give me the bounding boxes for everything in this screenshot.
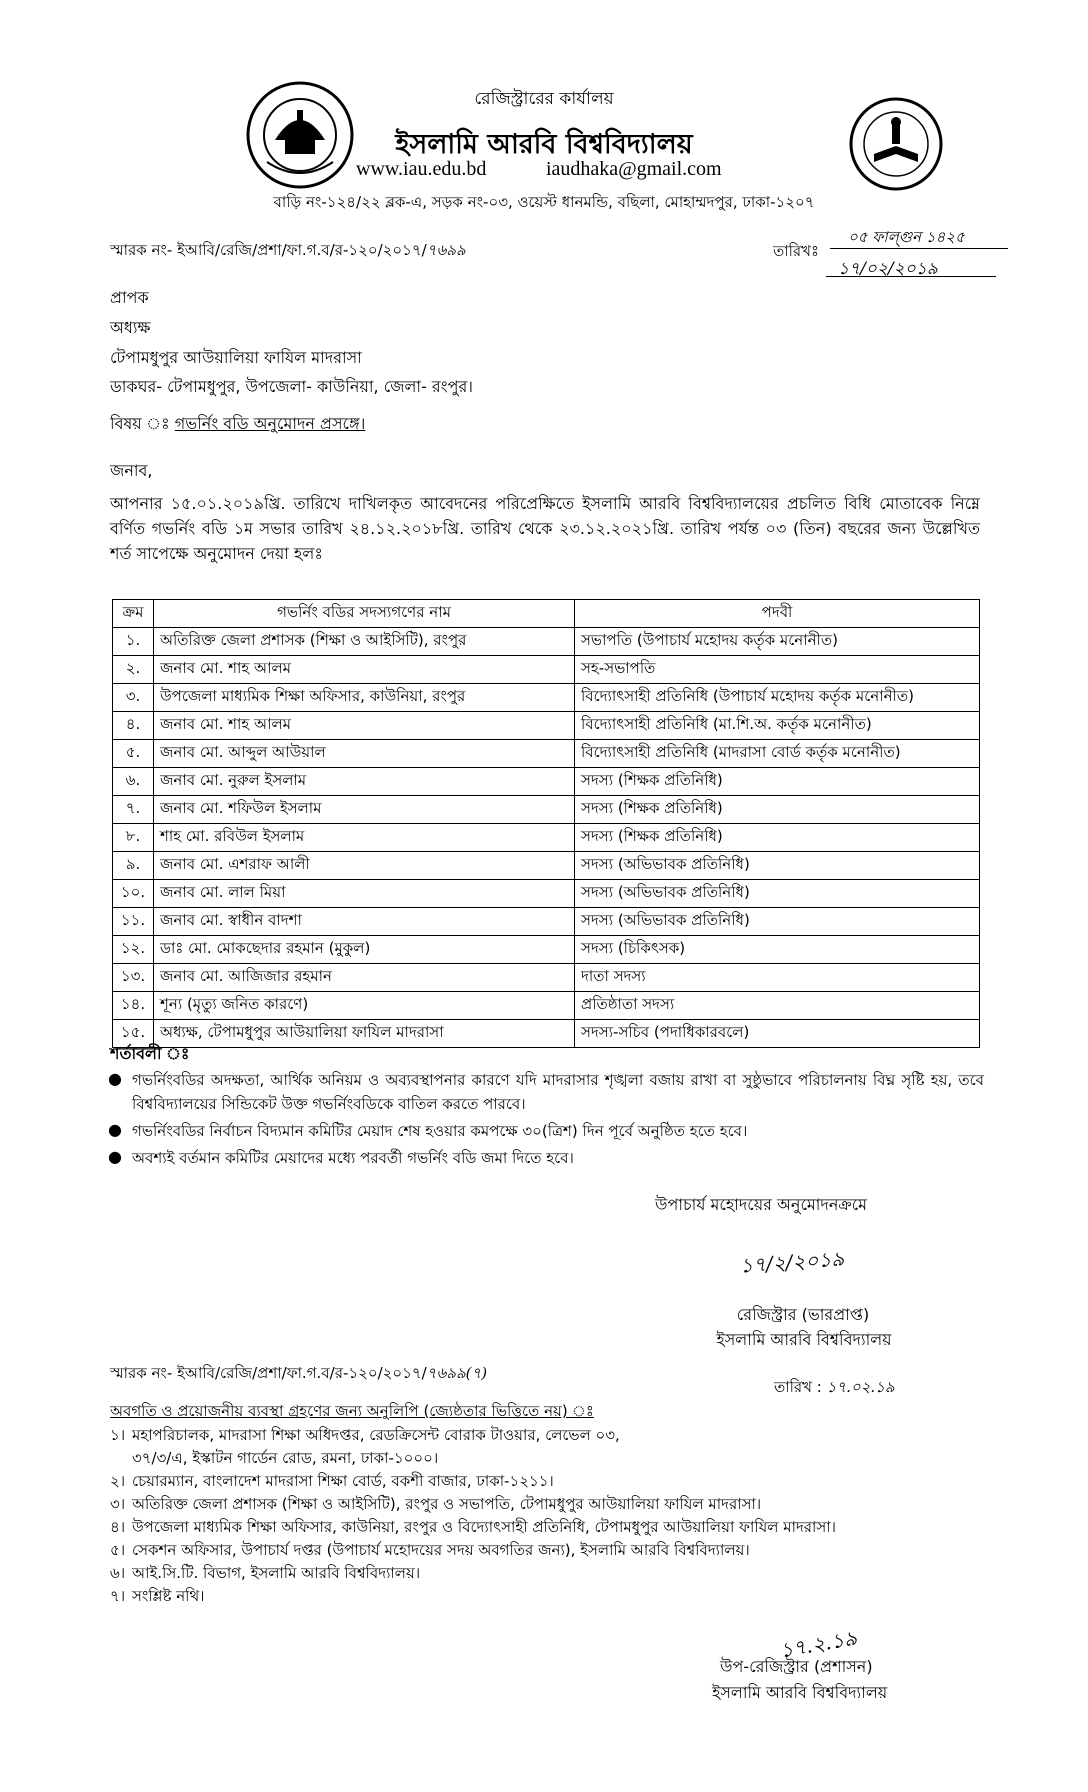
condition-text: গভর্নিংবডির নির্বাচন বিদ্যমান কমিটির মেয়াদ শেষ হওয়ার কমপক্ষে ৩০(ত্রিশ) দিন পূর্বে অনুষ্ঠিত হতে হবে।	[132, 1122, 748, 1140]
deputy-registrar-university: ইসলামি আরবি বিশ্ববিদ্যালয়	[712, 1683, 888, 1702]
list-number: ৪।	[110, 1518, 126, 1536]
list-text: উপজেলা মাধ্যমিক শিক্ষা অফিসার, কাউনিয়া, রংপুর ও বিদ্যোৎসাহী প্রতিনিধি, টেপামধুপুর আউয়ালিয়া ফাযিল মাদরাসা।	[132, 1518, 837, 1536]
list-item	[110, 1470, 1010, 1493]
email-link[interactable]: iaudhaka@gmail.com	[546, 158, 722, 180]
row-designation: বিদ্যোৎসাহী প্রতিনিধি (মা.শি.অ. কর্তৃক মনোনীত)	[575, 712, 980, 740]
table-row	[113, 880, 980, 908]
cc-title: অবগতি ও প্রয়োজনীয় ব্যবস্থা গ্রহণের জন্য অনুলিপি (জ্যেষ্ঠতার ভিত্তিতে নয়) ঃ	[110, 1402, 594, 1420]
list-text: সেকশন অফিসার, উপাচার্য দপ্তর (উপাচার্য মহোদয়ের সদয় অবগতির জন্য), ইসলামি আরবি বিশ্ববিদ্যালয়।	[132, 1541, 750, 1559]
row-serial: ৫.	[113, 740, 154, 768]
row-serial: ১৩.	[113, 964, 154, 992]
list-number: ২।	[110, 1472, 126, 1490]
row-name: জনাব মো. আজিজার রহমান	[154, 964, 575, 992]
condition-item	[104, 1068, 984, 1116]
memo-prefix: স্মারক নং- ইআবি/রেজি/প্রশা/ফা.গ.ব/র-১২০/২০১৭/	[110, 241, 427, 259]
deputy-registrar-title: উপ-রেজিস্ট্রার (প্রশাসন)	[720, 1657, 873, 1676]
bullet-icon: ●	[108, 1120, 122, 1139]
bullet-icon: ●	[108, 1069, 122, 1088]
governing-body-table	[112, 599, 980, 1048]
row-serial: ৪.	[113, 712, 154, 740]
list-text: ৩৭/৩/এ, ইস্কাটন গার্ডেন রোড, রমনা, ঢাকা-১০০০।	[132, 1449, 439, 1467]
table-row	[113, 628, 980, 656]
office-title: রেজিস্ট্রারের কার্যালয়	[474, 89, 614, 109]
row-designation: সহ-সভাপতি	[575, 656, 980, 684]
salutation: জনাব,	[110, 461, 153, 480]
condition-text: অবশ্যই বর্তমান কমিটির মেয়াদের মধ্যে পরবর্তী গভর্নিং বডি জমা দিতে হবে।	[132, 1149, 574, 1167]
row-designation: বিদ্যোৎসাহী প্রতিনিধি (উপাচার্য মহোদয় কর্তৃক মনোনীত)	[575, 684, 980, 712]
row-name: শূন্য (মৃত্যু জনিত কারণে)	[154, 992, 575, 1020]
row-designation: সভাপতি (উপাচার্য মহোদয় কর্তৃক মনোনীত)	[575, 628, 980, 656]
recipient-line: ডাকঘর- টেপামধুপুর, উপজেলা- কাউনিয়া, জেলা- রংপুর।	[110, 377, 473, 396]
deputy-registrar-signature: ১৭.২.১৯	[778, 1625, 859, 1663]
row-name: জনাব মো. শফিউল ইসলাম	[154, 796, 575, 824]
date-bangla: ০৫ ফাল্গুন ১৪২৫	[848, 228, 965, 246]
memo2-prefix: স্মারক নং- ইআবি/রেজি/প্রশা/ফা.গ.ব/র-১২০/২০১৭/	[110, 1364, 427, 1382]
list-text: সংশ্লিষ্ট নথি।	[132, 1587, 205, 1605]
row-designation: সদস্য (শিক্ষক প্রতিনিধি)	[575, 824, 980, 852]
table-row	[113, 908, 980, 936]
conditions-list	[104, 1068, 984, 1173]
list-number: ৬।	[110, 1564, 126, 1582]
table-row	[113, 712, 980, 740]
condition-item	[104, 1146, 984, 1170]
row-serial: ৮.	[113, 824, 154, 852]
table-row	[113, 964, 980, 992]
row-serial: ২.	[113, 656, 154, 684]
table-row	[113, 824, 980, 852]
memo2-date-value: ১৭.০২.১৯	[826, 1378, 895, 1396]
row-name: শাহ মো. রবিউল ইসলাম	[154, 824, 575, 852]
list-text: আই.সি.টি. বিভাগ, ইসলামি আরবি বিশ্ববিদ্যালয়।	[132, 1564, 421, 1582]
row-name: জনাব মো. শাহ আলম	[154, 656, 575, 684]
row-serial: ১২.	[113, 936, 154, 964]
table-row	[113, 936, 980, 964]
memo-handwritten-number: ৭৬৯৯	[426, 241, 466, 259]
row-name: উপজেলা মাধ্যমিক শিক্ষা অফিসার, কাউনিয়া, রংপুর	[154, 684, 575, 712]
registrar-signature: ১৭/২/২০১৯	[739, 1246, 845, 1278]
recipient-line: অধ্যক্ষ	[110, 318, 151, 337]
row-designation: সদস্য (অভিভাবক প্রতিনিধি)	[575, 908, 980, 936]
row-designation: সদস্য (অভিভাবক প্রতিনিধি)	[575, 852, 980, 880]
list-number: ৩।	[110, 1495, 126, 1513]
row-name: ডাঃ মো. মোকছেদার রহমান (মুকুল)	[154, 936, 575, 964]
table-row	[113, 1020, 980, 1048]
conditions-title: শর্তাবলী ঃ	[110, 1044, 190, 1063]
header-name: গভর্নিং বডির সদস্যগণের নাম	[154, 600, 575, 628]
university-name: ইসলামি আরবি বিশ্ববিদ্যালয়	[395, 129, 693, 160]
row-serial: ৩.	[113, 684, 154, 712]
body-paragraph: আপনার ১৫.০১.২০১৯খ্রি. তারিখে দাখিলকৃত আবেদনের পরিপ্রেক্ষিতে ইসলামি আরবি বিশ্ববিদ্যালয়ের প্রচলিত বিধি মোতাবেক নিম্নে বর্ণিত গভর্নিং বডি ১ম সভার তারিখ ২৪.১২.২০১৮খ্রি. তারিখ থেকে ২৩.১২.২০২১খ্রি. তারিখ পর্যন্ত ০৩ (তিন) বছরের জন্য উল্লেখিত শর্ত সাপেক্ষে অনুমোদন দেয়া হলঃ	[110, 494, 980, 563]
row-serial: ৬.	[113, 768, 154, 796]
list-text: অতিরিক্ত জেলা প্রশাসক (শিক্ষা ও আইসিটি), রংপুর ও সভাপতি, টেপামধুপুর আউয়ালিয়া ফাযিল মাদরাসা।	[132, 1495, 762, 1513]
header-serial: ক্রম	[113, 600, 154, 628]
website-link[interactable]: www.iau.edu.bd	[356, 158, 487, 180]
row-name: অধ্যক্ষ, টেপামধুপুর আউয়ালিয়া ফাযিল মাদরাসা	[154, 1020, 575, 1048]
list-item	[110, 1493, 1010, 1516]
table-row	[113, 740, 980, 768]
row-name: জনাব মো. আব্দুল আউয়াল	[154, 740, 575, 768]
list-text: মহাপরিচালক, মাদরাসা শিক্ষা অধিদপ্তর, রেডক্রিসেন্ট বোরাক টাওয়ার, লেভেল ০৩,	[132, 1426, 620, 1444]
list-item	[110, 1516, 1010, 1539]
list-item	[110, 1562, 1010, 1585]
table-row	[113, 656, 980, 684]
memo2-date	[774, 1376, 895, 1401]
table-row	[113, 852, 980, 880]
memo2-number	[110, 1362, 487, 1387]
row-name: জনাব মো. স্বাধীন বাদশা	[154, 908, 575, 936]
table-row	[113, 684, 980, 712]
row-name: জনাব মো. এশরাফ আলী	[154, 852, 575, 880]
subject-label: বিষয় ঃ	[110, 414, 170, 433]
date-divider	[830, 248, 1008, 249]
condition-item	[104, 1119, 984, 1143]
list-number: ৭।	[110, 1587, 126, 1605]
header-designation: পদবী	[575, 600, 980, 628]
row-name: জনাব মো. নুরুল ইসলাম	[154, 768, 575, 796]
row-designation: দাতা সদস্য	[575, 964, 980, 992]
university-address: বাড়ি নং-১২৪/২২ ব্লক-এ, সড়ক নং-০৩, ওয়েস্ট ধানমন্ডি, বছিলা, মোহাম্মদপুর, ঢাকা-১২০৭	[273, 193, 815, 211]
row-serial: ১৫.	[113, 1020, 154, 1048]
list-text: চেয়ারম্যান, বাংলাদেশ মাদরাসা শিক্ষা বোর্ড, বকশী বাজার, ঢাকা-১২১১।	[132, 1472, 554, 1490]
row-serial: ১১.	[113, 908, 154, 936]
row-designation: বিদ্যোৎসাহী প্রতিনিধি (মাদরাসা বোর্ড কর্তৃক মনোনীত)	[575, 740, 980, 768]
list-item	[110, 1447, 1010, 1470]
list-number: ১।	[110, 1426, 126, 1444]
table-row	[113, 768, 980, 796]
row-serial: ৭.	[113, 796, 154, 824]
table-header-row	[113, 600, 980, 628]
condition-text: গভর্নিংবডির অদক্ষতা, আর্থিক অনিয়ম ও অব্যবস্থাপনার কারণে যদি মাদরাসার শৃঙ্খলা বজায় রাখা বা সুষ্ঠুভাবে পরিচালনায় বিঘ্ন সৃষ্টি হয়, তবে বিশ্ববিদ্যালয়ের সিন্ডিকেট উক্ত গভর্নিংবডিকে বাতিল করতে পারবে।	[132, 1071, 984, 1113]
table-row	[113, 992, 980, 1020]
row-serial: ১০.	[113, 880, 154, 908]
row-designation: সদস্য-সচিব (পদাধিকারবলে)	[575, 1020, 980, 1048]
date-english: ১৭/০২/২০১৯	[838, 259, 938, 279]
recipient-line: টেপামধুপুর আউয়ালিয়া ফাযিল মাদরাসা	[110, 348, 362, 367]
row-name: জনাব মো. লাল মিয়া	[154, 880, 575, 908]
row-serial: ৯.	[113, 852, 154, 880]
date-underline	[826, 276, 996, 277]
bullet-icon: ●	[108, 1147, 122, 1166]
subject-line	[110, 411, 365, 438]
memo-number	[110, 239, 466, 264]
list-item	[110, 1424, 1010, 1447]
row-serial: ১৪.	[113, 992, 154, 1020]
row-designation: সদস্য (অভিভাবক প্রতিনিধি)	[575, 880, 980, 908]
row-designation: সদস্য (শিক্ষক প্রতিনিধি)	[575, 796, 980, 824]
memo2-date-label: তারিখ :	[774, 1378, 822, 1396]
registrar-university: ইসলামি আরবি বিশ্ববিদ্যালয়	[716, 1330, 892, 1349]
registrar-title: রেজিস্ট্রার (ভারপ্রাপ্ত)	[736, 1305, 870, 1324]
memo2-handwritten-number: ৭৬৯৯(৭)	[426, 1364, 488, 1382]
row-designation: সদস্য (চিকিৎসক)	[575, 936, 980, 964]
list-number: ৫।	[110, 1541, 126, 1559]
cc-list	[110, 1424, 1010, 1608]
subject-text: গভর্নিং বডি অনুমোদন প্রসঙ্গে।	[174, 414, 366, 433]
list-item	[110, 1539, 1010, 1562]
row-name: অতিরিক্ত জেলা প্রশাসক (শিক্ষা ও আইসিটি), রংপুর	[154, 628, 575, 656]
date-label: তারিখঃ	[773, 242, 819, 260]
row-designation: সদস্য (শিক্ষক প্রতিনিধি)	[575, 768, 980, 796]
recipient-label: প্রাপক	[110, 288, 149, 307]
row-designation: প্রতিষ্ঠাতা সদস্য	[575, 992, 980, 1020]
list-item	[110, 1585, 1010, 1608]
approval-note: উপাচার্য মহোদয়ের অনুমোদনক্রমে	[655, 1195, 868, 1214]
table-row	[113, 796, 980, 824]
row-name: জনাব মো. শাহ আলম	[154, 712, 575, 740]
row-serial: ১.	[113, 628, 154, 656]
